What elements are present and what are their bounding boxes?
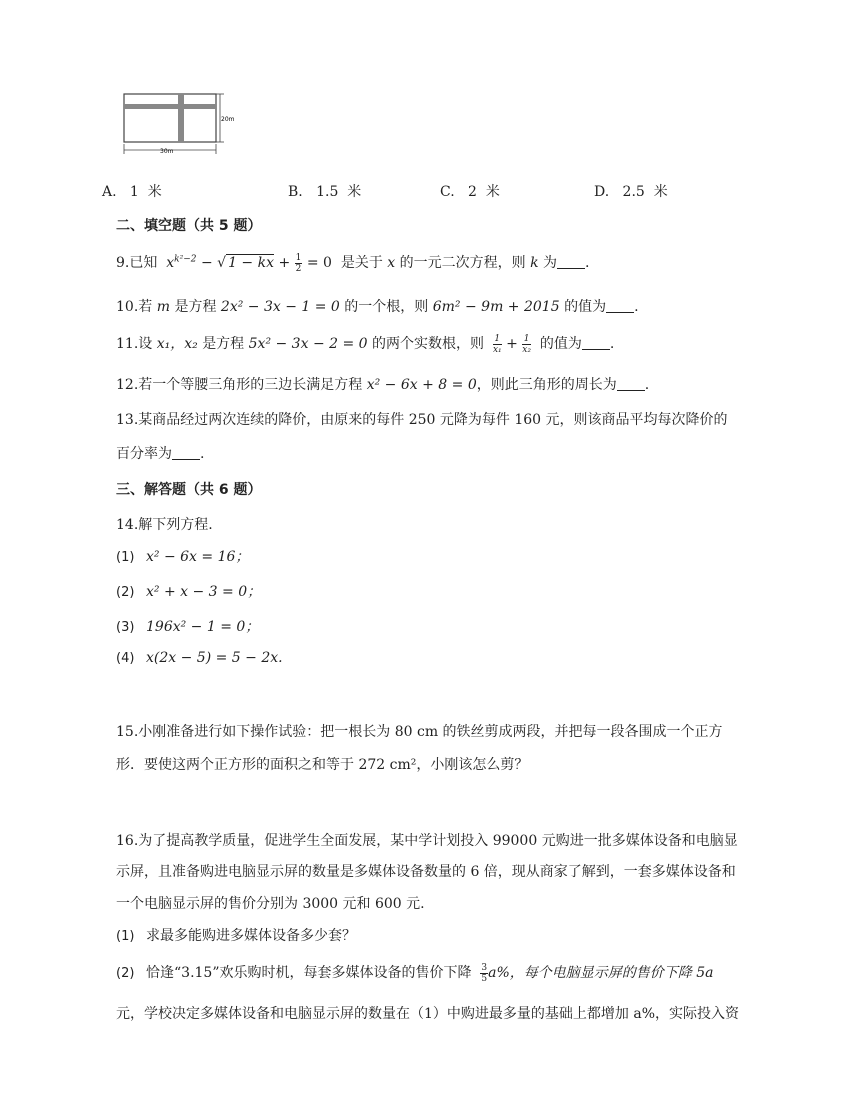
question-13-line2: 百分率为 . — [116, 446, 205, 462]
answer-blank — [606, 298, 634, 313]
question-14-item-4: (4) x(2x − 5) = 5 − 2x. — [116, 650, 283, 666]
question-10: 10.若 m 是方程 2x² − 3x − 1 = 0 的一个根，则 6m² − 9m + 2015 的值为 . — [116, 299, 639, 315]
figure-height-label: 20m — [221, 116, 235, 123]
option-d: D. 2.5 米 — [594, 184, 668, 200]
question-14-item-2: (2) x² + x − 3 = 0； — [116, 584, 262, 600]
question-13-line1: 13.某商品经过两次连续的降价，由原来的每件 250 元降为每件 160 元，则该商品平均每次降价的 — [116, 412, 728, 428]
answer-blank — [617, 376, 645, 391]
answer-blank — [557, 254, 585, 269]
question-16-sub2: (2) 恰逢“3.15”欢乐购时机，每套多媒体设备的售价下降 $\frac{3}{5}$ a%，每个电脑显示屏的售价下降 5a — [116, 962, 714, 984]
question-14-item-3: (3) 196x² − 1 = 0； — [116, 619, 260, 635]
question-11: 11.设 x₁，x₂ 是方程 5x² − 3x − 2 = 0 的两个实数根，则 $\frac{1}{\text{x₁}}$ + $\frac{1}{\text{x₂}}$ 的值为 . — [116, 333, 615, 355]
section-solve-heading: 三、解答题（共 6 题） — [116, 482, 262, 498]
road-diagram — [116, 84, 246, 158]
question-16-line1: 16.为了提高教学质量，促进学生全面发展，某中学计划投入 99000 元购进一批多媒体设备和电脑显 — [116, 833, 738, 849]
question-15-line2: 形．要使这两个正方形的面积之和等于 272 cm²，小刚该怎么剪？ — [116, 757, 529, 773]
question-16-line3: 一个电脑显示屏的售价分别为 3000 元和 600 元. — [116, 896, 425, 912]
question-16-sub1: (1) 求最多能购进多媒体设备多少套？ — [116, 928, 356, 944]
option-b: B. 1.5 米 — [288, 184, 362, 200]
answer-blank — [582, 335, 610, 350]
section-fill-blank-heading: 二、填空题（共 5 题） — [116, 218, 262, 234]
question-9: 9.已知 $x^{k^2-2}$ − √ 1 − kx + $\frac{1}{2}$ = 0 是关于 x 的一元二次方程，则 k 为 . — [116, 252, 590, 274]
option-c: C. 2 米 — [440, 184, 500, 200]
answer-blank — [172, 445, 200, 460]
question-14-title: 14.解下列方程. — [116, 517, 213, 533]
question-15-line1: 15.小刚准备进行如下操作试验：把一根长为 80 cm 的铁丝剪成两段，并把每一段各围成一个正方 — [116, 724, 723, 740]
question-16-line-last: 元，学校决定多媒体设备和电脑显示屏的数量在（1）中购进最多量的基础上都增加 a%，实际投入资 — [116, 1006, 740, 1022]
question-14-item-1: (1) x² − 6x = 16； — [116, 549, 250, 565]
question-12: 12.若一个等腰三角形的三边长满足方程 x² − 6x + 8 = 0，则此三角形的周长为 . — [116, 377, 650, 393]
question-16-line2: 示屏，且准备购进电脑显示屏的数量是多媒体设备数量的 6 倍，现从商家了解到，一套多媒体设备和 — [116, 864, 736, 880]
figure-width-label: 30m — [160, 148, 174, 155]
option-a: A. 1 米 — [102, 184, 162, 200]
